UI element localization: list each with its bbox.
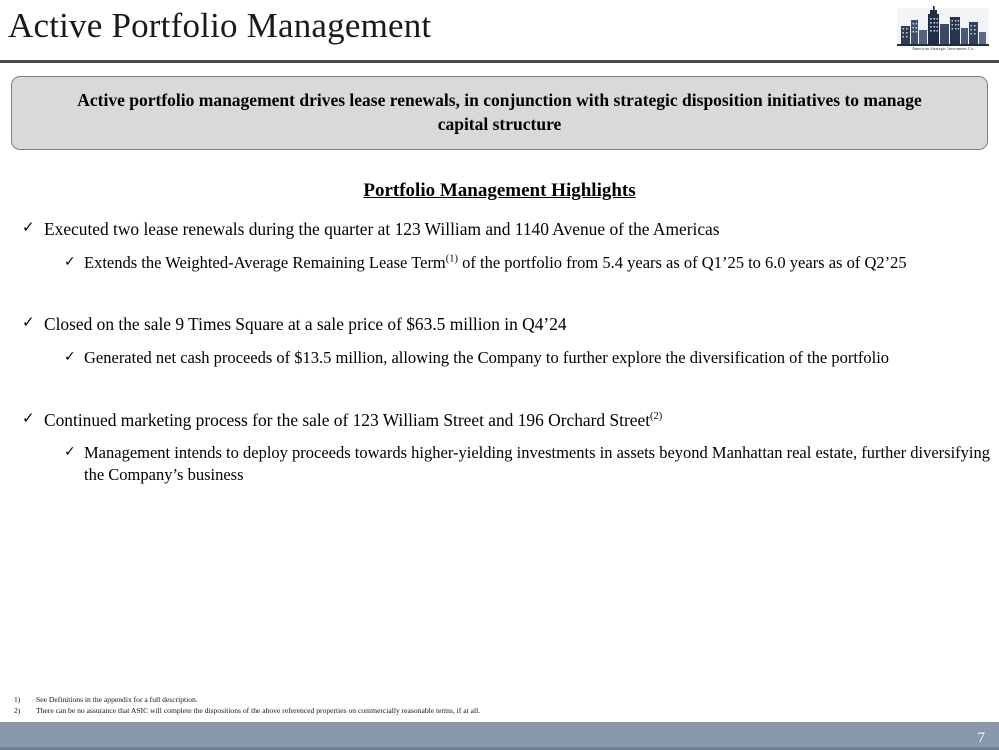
bullet-level2 <box>60 252 989 274</box>
header-divider <box>0 60 999 63</box>
footnote-number: 1) <box>14 695 21 704</box>
bullet-group-3 <box>0 409 999 486</box>
company-logo <box>895 6 991 56</box>
skyline-icon <box>895 6 991 48</box>
footnote-row <box>14 705 974 716</box>
bullet-level2-text-pre: Extends the Weighted-Average Remaining Lease Term <box>84 252 446 272</box>
footnote-marker: (2) <box>650 410 663 422</box>
bullet-level1-text: Executed two lease renewals during the quarter at 123 William and 1140 Avenue of the Americas <box>44 219 720 239</box>
bullet-level2-text-post: of the portfolio from 5.4 years as of Q1’25 to 6.0 years as of Q2’25 <box>458 252 907 272</box>
check-icon: ✓ <box>22 313 35 332</box>
bullet-level2-text-pre: Generated net cash proceeds of $13.5 million, allowing the Company to further explore the diversification of the portfolio <box>84 348 890 368</box>
check-icon: ✓ <box>64 253 76 270</box>
page-title: Active Portfolio Management <box>8 6 432 45</box>
check-icon: ✓ <box>64 444 76 461</box>
logo-caption: American Strategic Investment Co. <box>911 46 975 51</box>
footnote-number: 2) <box>14 706 21 715</box>
page-number: 7 <box>977 730 985 746</box>
footer-bar <box>0 722 999 750</box>
bullet-level1-text: Closed on the sale 9 Times Square at a sale price of $63.5 million in Q4’24 <box>44 314 567 335</box>
bullet-level2 <box>60 442 999 486</box>
bullet-group-2 <box>0 313 999 368</box>
bullet-level1 <box>20 409 974 432</box>
footnote-text: There can be no assurance that ASIC will complete the dispositions of the above referenced properties on commercially reasonable terms, if at all. <box>36 706 481 715</box>
check-icon: ✓ <box>22 408 35 427</box>
slide-body <box>0 160 999 486</box>
bullet-level1 <box>20 313 974 336</box>
bullet-level1 <box>20 218 974 241</box>
check-icon: ✓ <box>22 218 35 236</box>
headline-banner <box>11 76 988 150</box>
footnote-text: See Definitions in the appendix for a full description. <box>36 695 198 704</box>
banner-text: Active portfolio management drives lease renewals, in conjunction with strategic disposition initiatives to manage capital structure <box>77 90 922 134</box>
bullet-level2-text-pre: Management intends to deploy proceeds towards higher-yielding investments in assets beyond Manhattan real estate, further diversifying the Company’s business <box>84 443 991 485</box>
bullet-group-1 <box>0 218 999 273</box>
footnote-row <box>14 694 974 705</box>
footnote-marker: (1) <box>445 253 459 265</box>
check-icon: ✓ <box>64 349 76 366</box>
footnotes <box>14 694 974 716</box>
bullet-level1-text: Continued marketing process for the sale of 123 William Street and 196 Orchard Street <box>44 409 651 430</box>
bullet-level2 <box>60 347 999 369</box>
section-heading: Portfolio Management Highlights <box>363 180 636 201</box>
slide-header <box>0 0 999 62</box>
